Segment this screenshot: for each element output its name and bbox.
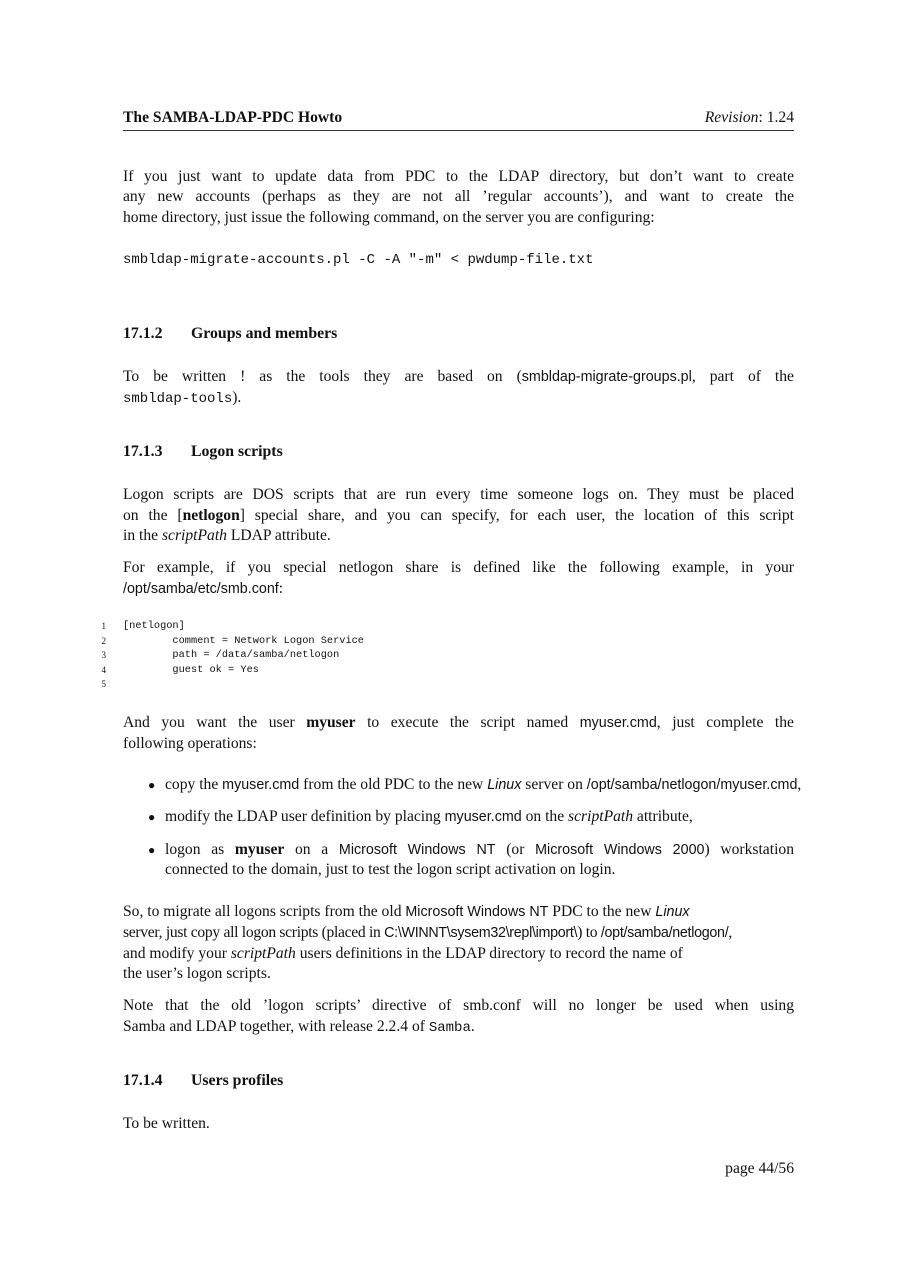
text: on a [284, 841, 339, 858]
code-line: guest ok = Yes [123, 663, 259, 676]
text-line: home directory, just issue the following command, on the server you are configuring: [123, 209, 655, 226]
section-number: 17.1.4 [123, 1072, 163, 1089]
text-line [123, 526, 794, 546]
text: , just complete the [656, 714, 794, 731]
tool-name: smbldap-tools [123, 391, 233, 407]
section-heading-17-1-4 [123, 1071, 283, 1091]
text-line [123, 944, 794, 964]
text: server on [521, 776, 587, 793]
text: from the old PDC to the new [299, 776, 488, 793]
line-number: 3 [101, 650, 106, 661]
command-line: smbldap-migrate-accounts.pl -C -A "-m" < pwdump-file.txt [123, 252, 594, 268]
text-line [123, 923, 794, 943]
text: and modify your [123, 945, 231, 962]
attribute-name: scriptPath [161, 527, 227, 544]
text: , [728, 924, 732, 941]
revision-label: Revision [704, 109, 759, 126]
text: (or [495, 841, 536, 858]
text: ) to [577, 924, 601, 941]
text-line: If you just want to update data from PDC to the LDAP directory, but don’t want to create [123, 168, 794, 185]
file-path: /opt/samba/netlogon/ [600, 925, 729, 941]
section-title: Users profiles [191, 1072, 284, 1089]
bullet-icon: ● [148, 778, 156, 792]
line-number: 5 [101, 679, 106, 690]
text: on the [521, 808, 569, 825]
text-line: Note that the old ’logon scripts’ directive of smb.conf will no longer be used when using [123, 997, 794, 1014]
text: ] special share, and you can specify, for each user, the location of this script [239, 507, 794, 524]
text: modify the LDAP user definition by placing [165, 808, 445, 825]
os-name: Microsoft Windows NT [338, 842, 496, 858]
script-name: myuser.cmd [444, 809, 522, 825]
text: : [278, 580, 284, 597]
file-path: /opt/samba/etc/smb.conf [123, 581, 279, 597]
section-title: Logon scripts [191, 443, 283, 460]
line-number: 2 [101, 635, 106, 646]
os-name: Linux [655, 904, 690, 920]
text: So, to migrate all logons scripts from the old [123, 903, 406, 920]
text: PDC to the new [548, 903, 656, 920]
text-line: any new accounts (perhaps as they are not all ’regular accounts’), and want to create the [123, 188, 794, 205]
text: . [470, 1018, 475, 1035]
user-name: myuser [306, 714, 356, 731]
text: , [797, 776, 802, 793]
script-name: myuser.cmd [222, 777, 300, 793]
attribute-name: scriptPath [568, 808, 634, 825]
user-name: myuser [234, 841, 285, 858]
text: in the [123, 527, 162, 544]
text: , part of the [691, 368, 794, 385]
text-line [123, 713, 794, 733]
revision-value: : 1.24 [758, 109, 794, 126]
paragraph-profiles: To be written. [123, 1115, 210, 1132]
text: ) workstation [704, 841, 794, 858]
text: logon as [165, 841, 235, 858]
revision [123, 108, 794, 128]
text: users definitions in the LDAP directory to record the name of [295, 945, 683, 962]
section-heading-17-1-2 [123, 324, 337, 344]
page-number: page 44/56 [725, 1160, 794, 1177]
list-item [165, 775, 885, 795]
product-name: Samba [428, 1020, 471, 1036]
attribute-name: scriptPath [230, 945, 296, 962]
code-line: comment = Network Logon Service [123, 634, 364, 647]
code-line: [netlogon] [123, 620, 185, 632]
text: To be written ! as the tools they are based on ( [123, 368, 522, 385]
text-line: the user’s logon scripts. [123, 965, 271, 982]
text-line [123, 1017, 794, 1038]
text: LDAP attribute. [226, 527, 331, 544]
section-number: 17.1.2 [123, 325, 163, 342]
text-line: connected to the domain, just to test the logon script activation on login. [165, 861, 616, 878]
text: attribute, [633, 808, 693, 825]
code-line: path = /data/samba/netlogon [123, 649, 340, 662]
text-line [123, 579, 794, 599]
text: to execute the script named [355, 714, 580, 731]
section-title: Groups and members [191, 325, 338, 342]
bullet-icon: ● [148, 810, 156, 824]
os-name: Microsoft Windows NT [405, 904, 549, 920]
text-line: following operations: [123, 735, 257, 752]
text-line [123, 367, 794, 387]
document-title: The SAMBA-LDAP-PDC Howto [123, 109, 343, 126]
text: Samba and LDAP together, with release 2.2.4 of [123, 1018, 429, 1035]
line-number: 1 [101, 621, 106, 631]
text-line [123, 902, 794, 922]
text: copy the [165, 776, 223, 793]
header-rule [123, 130, 794, 131]
bullet-icon: ● [148, 843, 156, 857]
section-number: 17.1.3 [123, 443, 163, 460]
share-name: netlogon [182, 507, 240, 524]
list-item [165, 840, 794, 860]
file-path: /opt/samba/netlogon/myuser.cmd [586, 777, 798, 793]
text: And you want the user [123, 714, 307, 731]
tool-name: smbldap-migrate-groups.pl [521, 369, 692, 385]
text-line [123, 506, 794, 526]
line-number: 4 [101, 664, 106, 675]
script-name: myuser.cmd [579, 715, 657, 731]
windows-path: C:\WINNT\sysem32\repl\import\ [384, 925, 578, 941]
list-item [165, 807, 836, 827]
text-line: Logon scripts are DOS scripts that are run every time someone logs on. They must be placed [123, 486, 794, 503]
text-line: For example, if you special netlogon share is defined like the following example, in your [123, 559, 794, 576]
text-line [123, 388, 794, 409]
os-name: Linux [487, 777, 522, 793]
text: ). [232, 389, 242, 406]
os-name: Microsoft Windows 2000 [535, 842, 705, 858]
text: on the [ [123, 507, 183, 524]
text: server, just copy all logon scripts (placed in [123, 924, 385, 941]
section-heading-17-1-3 [123, 442, 283, 462]
